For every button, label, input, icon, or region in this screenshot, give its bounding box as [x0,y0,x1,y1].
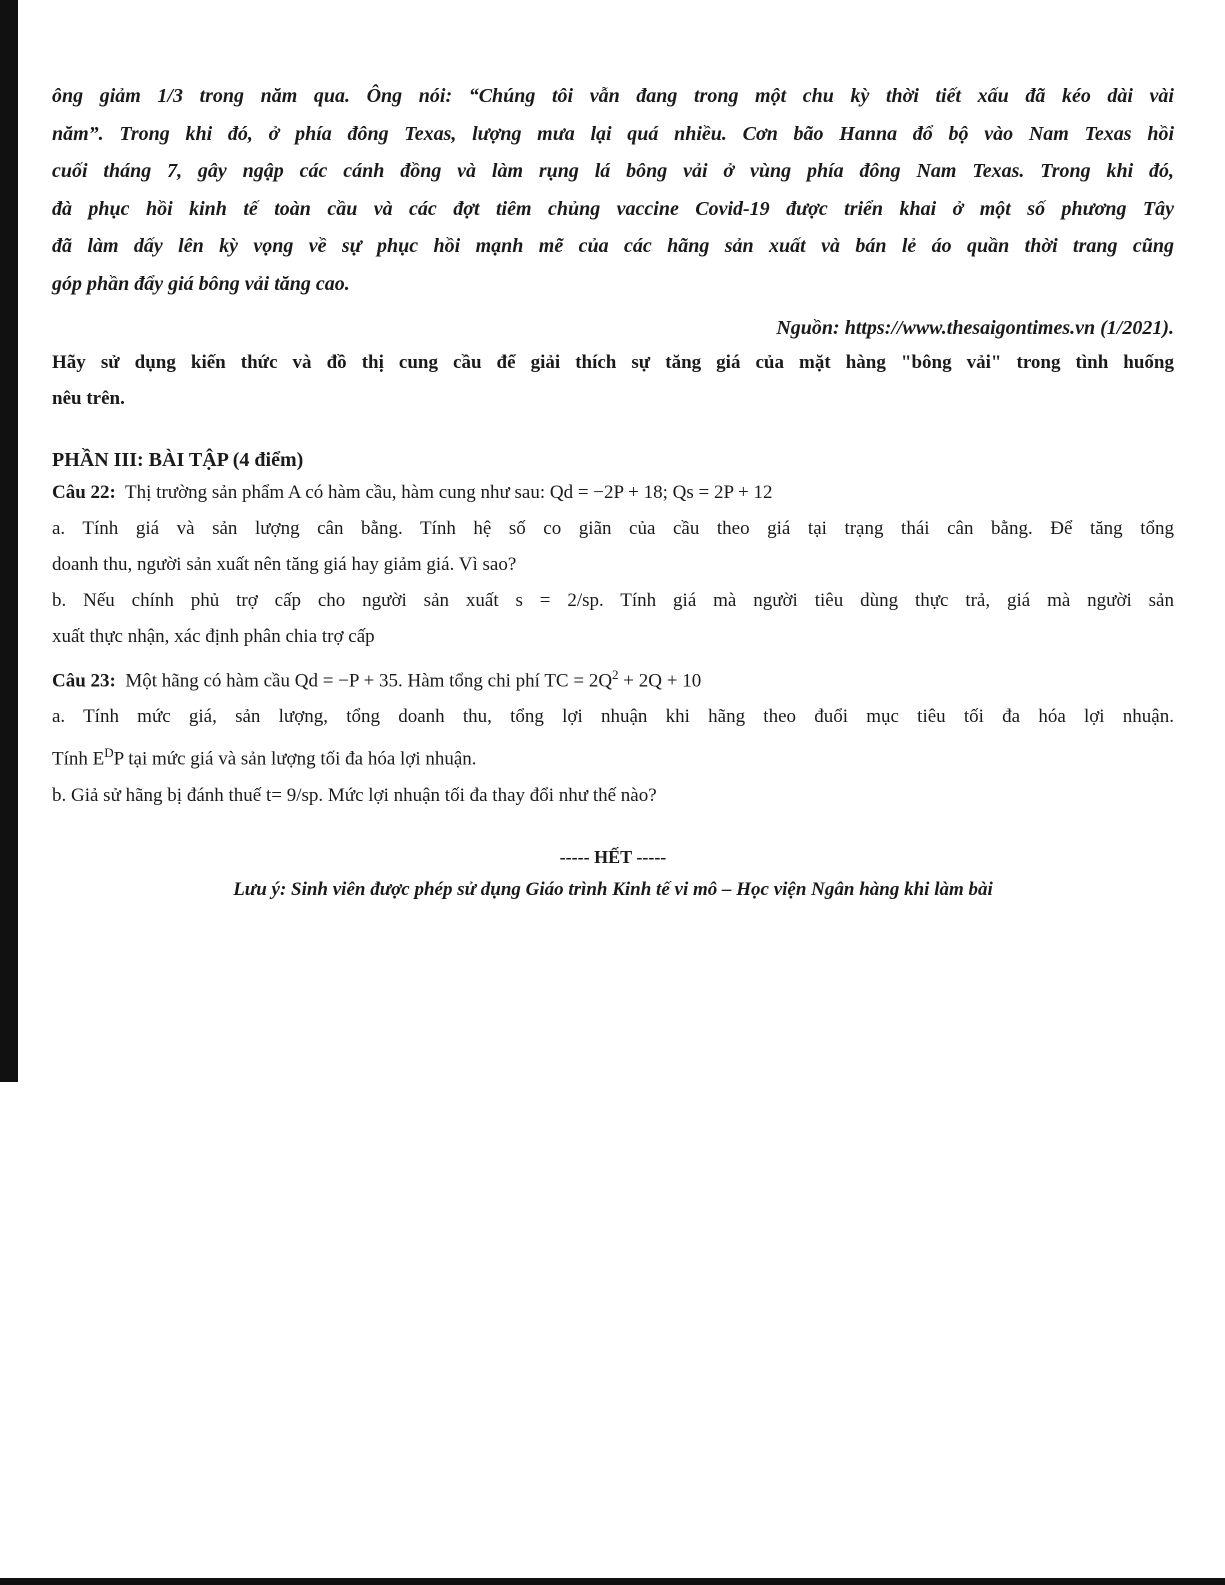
q23-a-superscript: D [104,745,114,761]
q23-stem-superscript: 2 [612,667,619,682]
q22-stem-text: Thị trường sản phẩm A có hàm cầu, hàm cung như sau: Qd = −2P + 18; Qs = 2P + 12 [125,482,773,503]
q22-a-line: a. Tính giá và sản lượng cân bằng. Tính hệ số co giãn của cầu theo giá tại trạng thái cân bằng. Để tăng tổng [52,518,1174,539]
question-22 [52,475,1174,655]
passage-line: năm”. Trong khi đó, ở phía đông Texas, lượng mưa lại quá nhiều. Cơn bão Hanna đổ bộ vào Nam Texas hồi [52,122,1174,145]
section-title: PHẦN III: BÀI TẬP (4 điểm) [52,449,304,471]
q23-b-line: b. Giả sử hãng bị đánh thuế t= 9/sp. Mức lợi nhuận tối đa thay đổi như thế nào? [52,784,657,806]
case-passage [52,78,1174,303]
passage-line: cuối tháng 7, gây ngập các cánh đồng và làm rụng lá bông vải ở vùng phía đông Nam Texas. Trong khi đó, [52,160,1174,182]
case-task [52,345,1174,417]
passage-line: đà phục hồi kinh tế toàn cầu và các đợt tiêm chủng vaccine Covid-19 được triển khai ở một số phương Tây [52,197,1174,220]
question-23 [52,657,1174,814]
exam-note: Lưu ý: Sinh viên được phép sử dụng Giáo trình Kinh tế vi mô – Học viện Ngân hàng khi làm bài [233,878,993,900]
passage-line: góp phần đẩy giá bông vải tăng cao. [52,272,350,295]
q23-a-line: a. Tính mức giá, sản lượng, tổng doanh thu, tổng lợi nhuận khi hãng theo đuổi mục tiêu tối đa hóa lợi nhuận. [52,706,1174,728]
q23-a-line2 [52,735,1174,777]
q23-a-text: Tính E [52,748,105,770]
q23-stem-text-end: + 2Q + 10 [618,670,702,692]
end-mark: ----- HẾT ----- [559,846,667,867]
task-line: nêu trên. [52,388,125,409]
q22-stem [52,475,1174,511]
q23-a-text-end: P tại mức giá và sản lượng tối đa hóa lợi nhuận. [113,748,477,770]
q23-stem-text: Một hãng có hàm cầu Qd = −P + 35. Hàm tổng chi phí TC = 2Q [125,670,613,692]
q23-stem [52,657,1174,699]
bottom-scan-border [0,1578,1225,1585]
left-scan-border [0,0,18,1082]
passage-line: đã làm dấy lên kỳ vọng về sự phục hồi mạnh mẽ của các hãng sản xuất và bán lẻ áo quần thời trang cũng [52,235,1174,257]
task-line: Hãy sử dụng kiến thức và đồ thị cung cầu để giải thích sự tăng giá của mặt hàng "bông vải" trong tình huống [52,352,1174,373]
q22-b-line: b. Nếu chính phủ trợ cấp cho người sản xuất s = 2/sp. Tính giá mà người tiêu dùng thực trả, giá mà người sản [52,590,1174,611]
passage-line: ông giảm 1/3 trong năm qua. Ông nói: “Chúng tôi vẫn đang trong một chu kỳ thời tiết xấu đã kéo dài vài [52,85,1174,107]
q22-label: Câu 22: [52,482,116,503]
exam-page [52,78,1174,904]
passage-source: Nguồn: https://www.thesaigontimes.vn (1/2021). [776,317,1174,339]
q22-a-line: doanh thu, người sản xuất nên tăng giá hay giảm giá. Vì sao? [52,554,517,575]
q23-label: Câu 23: [52,670,116,692]
q22-b-line: xuất thực nhận, xác định phân chia trợ cấp [52,626,375,647]
